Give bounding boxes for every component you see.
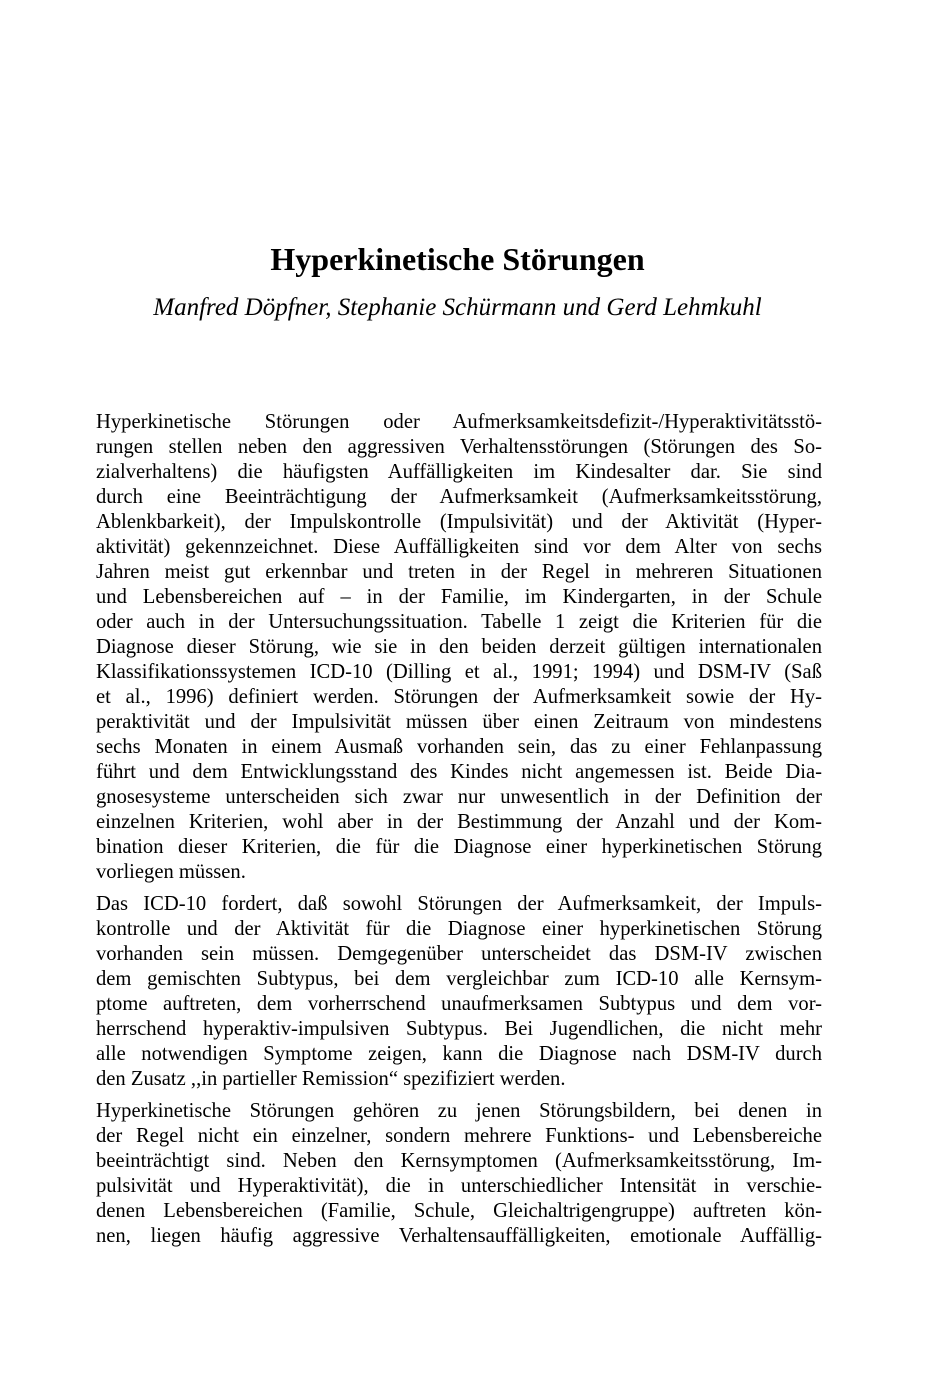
text-line: den Zusatz ,,in partieller Remission“ spezifiziert werden. <box>96 1068 566 1090</box>
text-line: Ablenkbarkeit), der Impulskontrolle (Impulsivität) und der Aktivität (Hyper- <box>96 511 822 533</box>
text-line: Jahren meist gut erkennbar und treten in der Regel in mehreren Situationen <box>96 561 822 583</box>
text-line: einzelnen Kriterien, wohl aber in der Bestimmung der Anzahl und der Kom- <box>96 811 822 833</box>
text-line: oder auch in der Untersuchungssituation. Tabelle 1 zeigt die Kriterien für die <box>96 611 822 633</box>
text-line: nen, liegen häufig aggressive Verhaltensauffälligkeiten, emotionale Auffällig- <box>96 1225 822 1247</box>
text-line: dem gemischten Subtypus, bei dem vergleichbar zum ICD-10 alle Kernsym- <box>96 968 822 990</box>
text-line: Diagnose dieser Störung, wie sie in den beiden derzeit gültigen internationalen <box>96 636 822 658</box>
text-line: vorhanden sein müssen. Demgegenüber unterscheidet das DSM-IV zwischen <box>96 943 822 965</box>
article-title: Hyperkinetische Störungen <box>270 241 645 277</box>
text-line: et al., 1996) definiert werden. Störungen der Aufmerksamkeit sowie der Hy- <box>96 686 822 708</box>
text-line: herrschend hyperaktiv-impulsiven Subtypus. Bei Jugendlichen, die nicht mehr <box>96 1018 822 1040</box>
text-line: durch eine Beeinträchtigung der Aufmerksamkeit (Aufmerksamkeitsstörung, <box>96 486 822 508</box>
text-line: vorliegen müssen. <box>96 861 246 883</box>
text-line: sechs Monaten in einem Ausmaß vorhanden sein, das zu einer Fehlanpassung <box>96 736 822 758</box>
article-body <box>96 410 822 1249</box>
text-line: gnosesysteme unterscheiden sich zwar nur unwesentlich in der Definition der <box>96 786 822 808</box>
text-line: führt und dem Entwicklungsstand des Kindes nicht angemessen ist. Beide Dia- <box>96 761 822 783</box>
text-line: alle notwendigen Symptome zeigen, kann die Diagnose nach DSM-IV durch <box>96 1043 822 1065</box>
text-line: peraktivität und der Impulsivität müssen über einen Zeitraum von mindestens <box>96 711 822 733</box>
text-line: Das ICD-10 fordert, daß sowohl Störungen der Aufmerksamkeit, der Impuls- <box>96 893 822 915</box>
text-line: rungen stellen neben den aggressiven Verhaltensstörungen (Störungen des So- <box>96 436 822 458</box>
text-line: kontrolle und der Aktivität für die Diagnose einer hyperkinetischen Störung <box>96 918 822 940</box>
text-line: Hyperkinetische Störungen gehören zu jenen Störungsbildern, bei denen in <box>96 1100 822 1122</box>
body-paragraph <box>96 892 822 1092</box>
text-line: Klassifikationssystemen ICD-10 (Dilling et al., 1991; 1994) und DSM-IV (Saß <box>96 661 822 683</box>
text-line: bination dieser Kriterien, die für die Diagnose einer hyperkinetischen Störung <box>96 836 822 858</box>
text-line: ptome auftreten, dem vorherrschend unaufmerksamen Subtypus und dem vor- <box>96 993 822 1015</box>
text-line: zialverhaltens) die häufigsten Auffälligkeiten im Kindesalter dar. Sie sind <box>96 461 822 483</box>
text-line: Hyperkinetische Störungen oder Aufmerksamkeitsdefizit-/Hyperaktivitätsstö- <box>96 411 822 433</box>
text-line: beeinträchtigt sind. Neben den Kernsymptomen (Aufmerksamkeitsstörung, Im- <box>96 1150 822 1172</box>
body-paragraph <box>96 1099 822 1249</box>
article-authors: Manfred Döpfner, Stephanie Schürmann und Gerd Lehmkuhl <box>153 294 762 321</box>
body-paragraph <box>96 410 822 885</box>
text-line: der Regel nicht ein einzelner, sondern mehrere Funktions- und Lebensbereiche <box>96 1125 822 1147</box>
text-line: pulsivität und Hyperaktivität), die in unterschiedlicher Intensität in verschie- <box>96 1175 822 1197</box>
text-line: und Lebensbereichen auf – in der Familie, im Kindergarten, in der Schule <box>96 586 822 608</box>
text-line: aktivität) gekennzeichnet. Diese Auffälligkeiten sind vor dem Alter von sechs <box>96 536 822 558</box>
text-line: denen Lebensbereichen (Familie, Schule, Gleichaltrigengruppe) auftreten kön- <box>96 1200 822 1222</box>
